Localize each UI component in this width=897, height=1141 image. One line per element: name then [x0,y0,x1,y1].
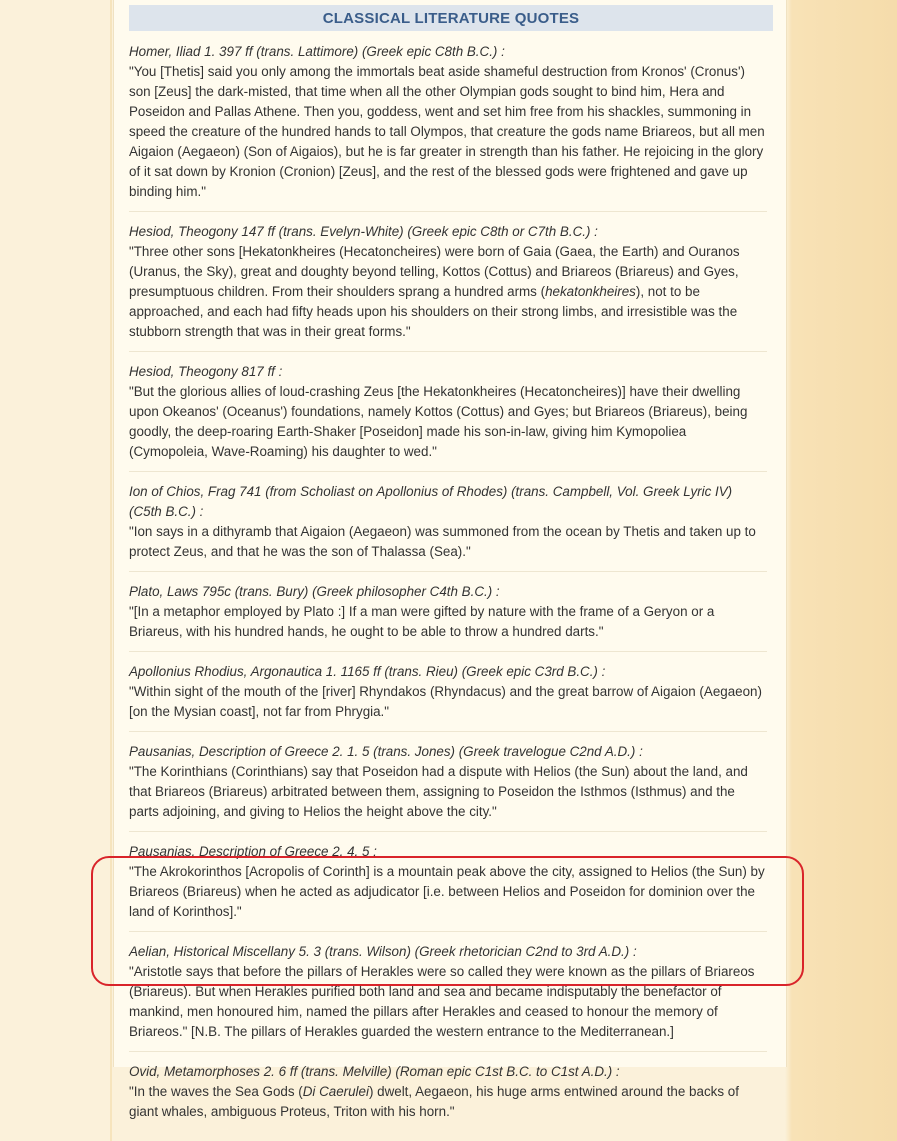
quote-text: "The Akrokorinthos [Acropolis of Corinth] is a mountain peak above the city, assigned to Helios (the Sun) by Briareos (Briareus) when he acted as adjudicator [i.e. between Helios and Poseidon for dominion over the land of Korinthos]." [129,864,765,919]
quote-text-italic: hekatonkheires [545,284,636,299]
quote-text: "[In a metaphor employed by Plato :] If a man were gifted by nature with the frame of a Geryon or a Briareus, with his hundred hands, he ought to be able to throw a hundred darts." [129,604,715,639]
content-column [113,0,787,1119]
quote-source: Hesiod, Theogony 147 ff (trans. Evelyn-White) (Greek epic C8th or C7th B.C.) : [129,224,598,239]
quote-text: "But the glorious allies of loud-crashing Zeus [the Hekatonkheires (Hecatoncheires)] have their dwelling upon Okeanos' (Oceanus') foundations, namely Kottos (Cottus) and Gyes; but Briareos (Briareus), being goodly, the deep-roaring Earth-Shaker [Poseidon] made his son-in-law, giving him Kymopoliea (Cymopoleia, Wave-Roaming) his daughter to wed." [129,384,748,459]
quote-item-highlighted [129,942,767,1052]
quote-item [129,1062,767,1131]
quote-item [129,362,767,472]
quote-source: Apollonius Rhodius, Argonautica 1. 1165 ff (trans. Rieu) (Greek epic C3rd B.C.) : [129,664,606,679]
quote-text-part: ), not to be approached, and each had fifty heads upon his shoulders on their strong limbs, and irresistible was the stubborn strength that was in their great forms." [129,284,738,339]
quote-text-part: "In the waves the Sea Gods ( [129,1084,303,1099]
quote-item [129,222,767,352]
quote-item [129,582,767,652]
section-header [129,5,773,31]
quote-text: "Within sight of the mouth of the [river] Rhyndakos (Rhyndacus) and the great barrow of Aigaion (Aegaeon) [on the Mysian coast], not far from Phrygia." [129,684,762,719]
quote-item [129,42,767,212]
quote-source: Pausanias, Description of Greece 2. 1. 5 (trans. Jones) (Greek travelogue C2nd A.D.) : [129,744,643,759]
quote-source: Ion of Chios, Frag 741 (from Scholiast on Apollonius of Rhodes) (trans. Campbell, Vol. Greek Lyric IV) (C5th B.C.) : [129,484,733,519]
quote-source: Pausanias, Description of Greece 2. 4. 5 : [129,844,377,859]
section-title: CLASSICAL LITERATURE QUOTES [322,9,580,27]
quote-item [129,482,767,572]
quote-text: "Ion says in a dithyramb that Aigaion (Aegaeon) was summoned from the ocean by Thetis and taken up to protect Zeus, and that he was the son of Thalassa (Sea)." [129,524,756,559]
quote-text-part: "Three other sons [Hekatonkheires (Hecatoncheires) were born of Gaia (Gaea, the Earth) and Ouranos (Uranus, the Sky), great and doughty beyond telling, Kottos (Cottus) and Briareos (Briareus) and Gyes, presumptuous children. From their shoulders sprang a hundred arms ( [129,244,740,299]
quote-list [129,42,767,1141]
quote-text [129,1082,767,1122]
quote-source: Plato, Laws 795c (trans. Bury) (Greek philosopher C4th B.C.) : [129,584,500,599]
quote-source: Aelian, Historical Miscellany 5. 3 (trans. Wilson) (Greek rhetorician C2nd to 3rd A.D.) : [129,944,637,959]
quote-item [129,742,767,832]
quote-text: "Aristotle says that before the pillars of Herakles were so called they were known as the pillars of Briareos (Briareus). But when Herakles purified both land and sea and became indisputably the benefactor of mankind, men honoured him, named the pillars after Herakles and ceased to honour the memory of Briareos." [N.B. The pillars of Herakles guarded the western entrance to the Mediterranean.] [129,964,755,1039]
quote-source: Homer, Iliad 1. 397 ff (trans. Lattimore) (Greek epic C8th B.C.) : [129,44,505,59]
quote-source: Hesiod, Theogony 817 ff : [129,364,283,379]
quote-text: "You [Thetis] said you only among the immortals beat aside shameful destruction from Kronos' (Cronus') son [Zeus] the dark-misted, that time when all the other Olympian gods sought to bind him, Hera and Poseidon and Pallas Athene. Then you, goddess, went and set him free from his shackles, summoning in speed the creature of the hundred hands to tall Olympos, that creature the gods name Briareos, but all men Aigaion (Aegaeon) (Son of Aigaios), but he is far greater in strength than his father. He rejoicing in the glory of it sat down by Kronion (Cronion) [Zeus], and the rest of the blessed gods were frightened and gave up binding him." [129,64,765,199]
quote-text-part: ) dwelt, Aegaeon, his huge arms entwined around the backs of giant whales, ambiguous Proteus, Triton with his horn." [129,1084,739,1119]
quote-text-italic: Di Caerulei [302,1084,369,1099]
quote-source: Ovid, Metamorphoses 2. 6 ff (trans. Melville) (Roman epic C1st B.C. to C1st A.D.) : [129,1064,620,1079]
quote-text [129,242,767,342]
quote-item [129,842,767,932]
quote-item [129,662,767,732]
quote-text: "The Korinthians (Corinthians) say that Poseidon had a dispute with Helios (the Sun) about the land, and that Briareos (Briareus) arbitrated between them, assigning to Poseidon the Isthmos (Isthmus) and the parts adjoining, and giving to Helios the height above the city." [129,764,748,819]
